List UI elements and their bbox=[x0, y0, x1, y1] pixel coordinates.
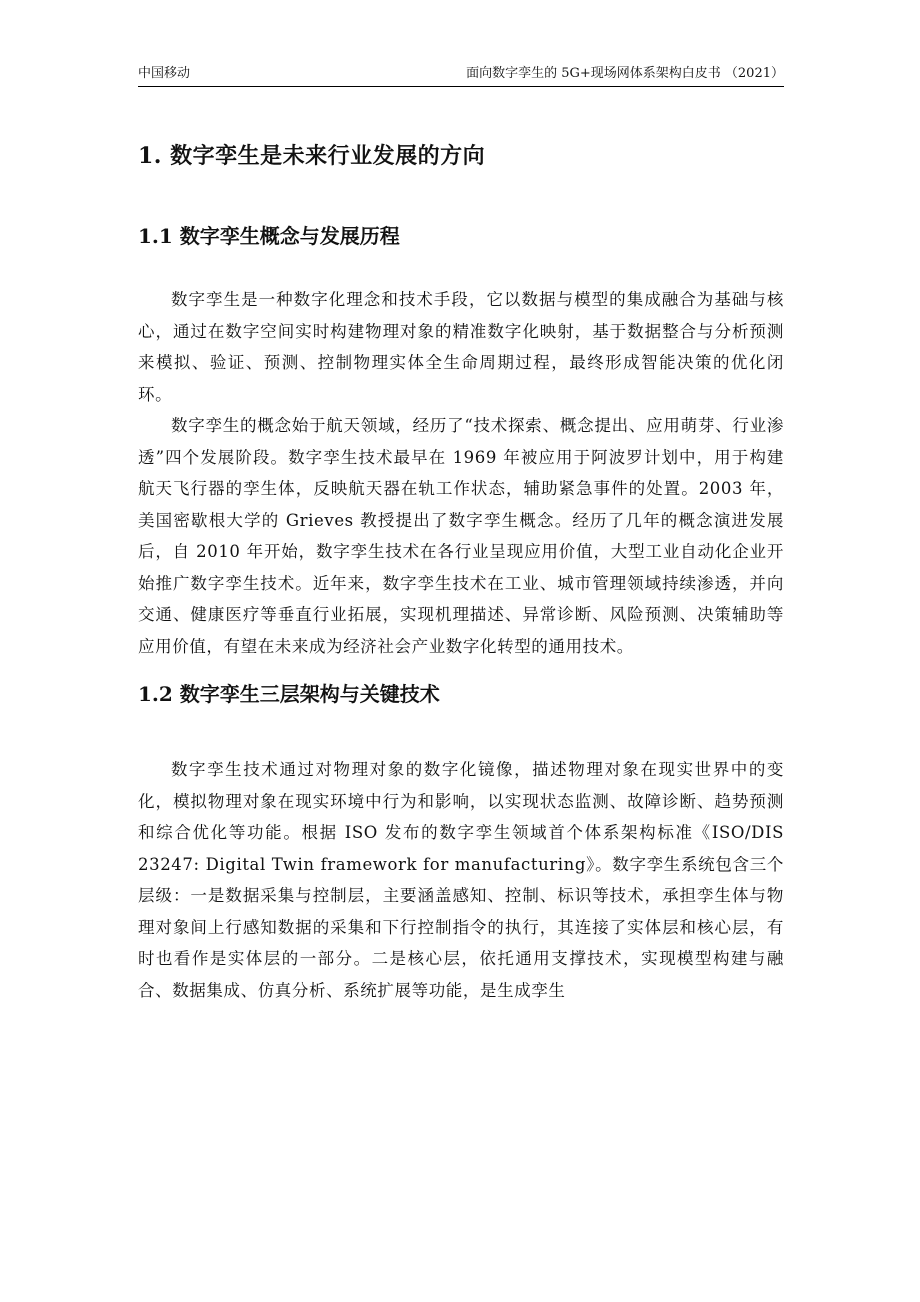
header-organization: 中国移动 bbox=[138, 66, 191, 81]
subsection-title-concept: 1.1 数字孪生概念与发展历程 bbox=[138, 224, 400, 248]
running-header bbox=[138, 64, 784, 87]
paragraph-definition: 数字孪生是一种数字化理念和技术手段，它以数据与模型的集成融合为基础与核心，通过在数字空间实时构建物理对象的精准数字化映射，基于数据整合与分析预测来模拟、验证、预测、控制物理实体全生命周期过程，最终形成智能决策的优化闭环。 bbox=[138, 290, 784, 404]
spacer bbox=[138, 742, 784, 754]
paragraph-architecture: 数字孪生技术通过对物理对象的数字化镜像，描述物理对象在现实世界中的变化，模拟物理对象在现实环境中行为和影响，以实现状态监测、故障诊断、趋势预测和综合优化等功能。根据 ISO 发布的数字孪生领域首个体系架构标准《ISO/DIS 23247: Digital Twin framework for manufacturing》。数字孪生系统包含三个层级：一是数据采集与控制层，主要涵盖感知、控制、标识等技术，承担孪生体与物理对象间上行感知数据的采集和下行控制指令的执行，其连接了实体层和核心层，有时也看作是实体层的一部分。二是核心层，依托通用支撑技术，实现模型构建与融合、数据集成、仿真分析、系统扩展等功能，是生成孪生 bbox=[138, 760, 784, 1000]
subsection-title-architecture: 1.2 数字孪生三层架构与关键技术 bbox=[138, 682, 440, 706]
spacer bbox=[138, 662, 784, 676]
section-title: 1. 数字孪生是未来行业发展的方向 bbox=[138, 143, 486, 169]
paragraph-history: 数字孪生的概念始于航天领域，经历了“技术探索、概念提出、应用萌芽、行业渗透”四个发展阶段。数字孪生技术最早在 1969 年被应用于阿波罗计划中，用于构建航天飞行器的孪生体，反映航天器在轨工作状态，辅助紧急事件的处置。2003 年，美国密歇根大学的 Grieves 教授提出了数字孪生概念。经历了几年的概念演进发展后，自 2010 年开始，数字孪生技术在各行业呈现应用价值，大型工业自动化企业开始推广数字孪生技术。近年来，数字孪生技术在工业、城市管理领域持续渗透，并向交通、健康医疗等垂直行业拓展，实现机理描述、异常诊断、风险预测、决策辅助等应用价值，有望在未来成为经济社会产业数字化转型的通用技术。 bbox=[138, 416, 784, 656]
document-body bbox=[138, 138, 784, 1006]
header-document-title: 面向数字孪生的 5G+现场网体系架构白皮书 （2021） bbox=[466, 66, 784, 81]
